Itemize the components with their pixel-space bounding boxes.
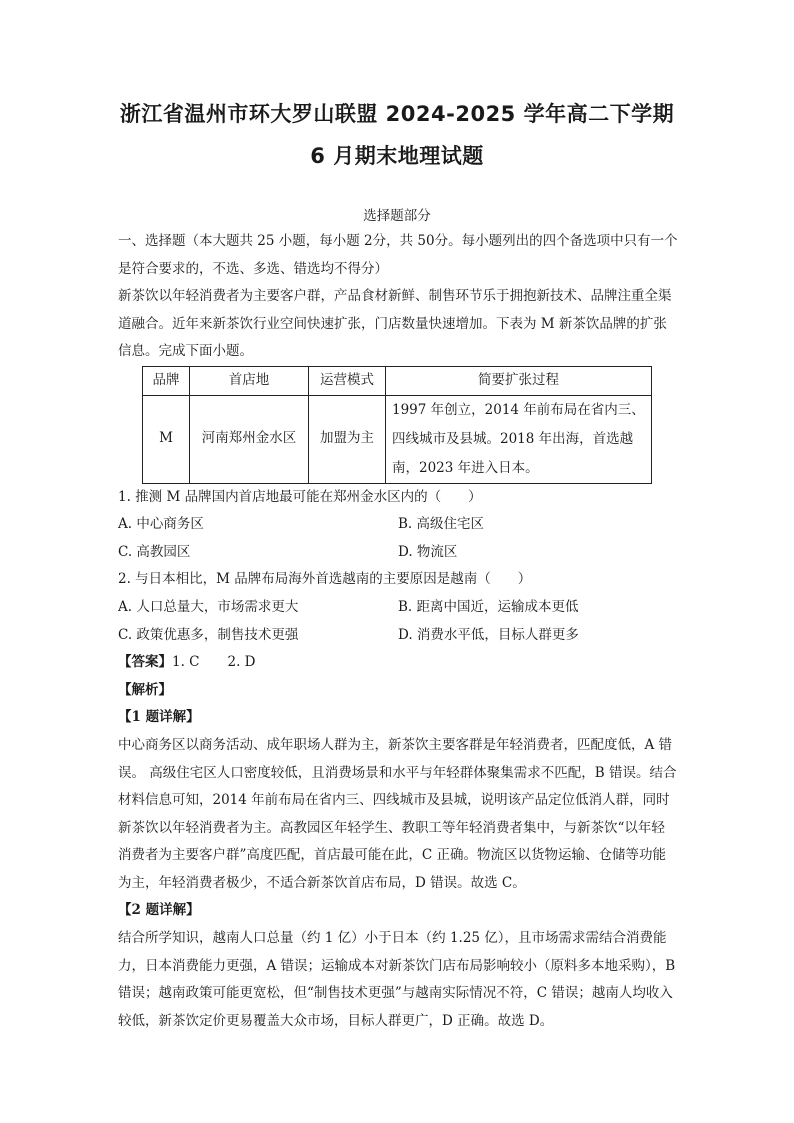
table-header-cell: 首店地 (190, 366, 309, 395)
answer-label: 【答案】 (118, 654, 172, 671)
answer-1: 1. C (172, 654, 200, 671)
question-1-stem: 1. 推测 M 品牌国内首店地最可能在郑州金水区内的（ ） (118, 488, 482, 505)
material-paragraph: 新茶饮以年轻消费者为主要客户群，产品食材新鲜、制售环节乐于拥抱新技术、品牌注重全渠道融合。近年来新茶饮行业空间快速扩张，门店数量快速增加。下表为 M 新茶饮品牌的扩张信息。完成下面小题。 (118, 288, 672, 360)
table-cell: M (143, 395, 190, 483)
question-2-options-row (118, 622, 678, 650)
exam-content (118, 228, 678, 1035)
table-cell: 加盟为主 (309, 395, 386, 483)
option-a: A. 中心商务区 (118, 516, 204, 533)
answer-line (118, 649, 678, 677)
answer-2: 2. D (227, 654, 256, 671)
analysis-label: 【解析】 (118, 681, 172, 698)
table-header-cell: 品牌 (143, 366, 190, 395)
table-cell: 河南郑州金水区 (190, 395, 309, 483)
detail-1-text: 中心商务区以商务活动、成年职场人群为主，新茶饮主要客群是年轻消费者，匹配度低，A 错误。 高级住宅区人口密度较低，且消费场景和水平与年轻群体聚集需求不匹配，B 错误。结合材料信息可知，2014 年前布局在省内三、四线城市及县城，说明该产品定位低消人群，同时新茶饮以年轻消费者为主。高教园区年轻学生、教职工等年轻消费者集中，与新茶饮“以年轻消费者为主要客户群”高度匹配，首店最可能在此，C 正确。物流区以货物运输、仓储等功能为主，年轻消费者极少，不适合新茶饮首店布局，D 错误。故选 C。 (118, 736, 677, 891)
option-c: C. 政策优惠多，制售技术更强 (118, 626, 299, 643)
option-c: C. 高教园区 (118, 543, 191, 560)
intro-paragraph: 一、选择题（本大题共 25 小题，每小题 2分，共 50分。每小题列出的四个备选项中只有一个是符合要求的，不选、多选、错选均不得分） (118, 233, 678, 277)
table-row (143, 395, 652, 483)
option-d: D. 消费水平低，目标人群更多 (398, 626, 579, 643)
question-1-options-row (118, 539, 678, 567)
section-label: 选择题部分 (363, 208, 431, 224)
brand-info-table (142, 366, 652, 484)
page-subtitle: 6 月期末地理试题 (310, 144, 484, 168)
option-b: B. 距离中国近，运输成本更低 (398, 598, 579, 615)
table-header-row (143, 366, 652, 395)
question-1-options-row (118, 511, 678, 539)
option-a: A. 人口总量大，市场需求更大 (118, 598, 299, 615)
table-header-cell: 运营模式 (309, 366, 386, 395)
table-cell: 1997 年创立，2014 年前布局在省内三、四线城市及县城。2018 年出海，首选越南，2023 年进入日本。 (386, 395, 652, 483)
detail-1-label: 【1 题详解】 (118, 709, 200, 726)
table-header-cell: 简要扩张过程 (386, 366, 652, 395)
option-d: D. 物流区 (398, 543, 458, 560)
option-b: B. 高级住宅区 (398, 516, 485, 533)
detail-2-text: 结合所学知识，越南人口总量（约 1 亿）小于日本（约 1.25 亿），且市场需求需结合消费能力，日本消费能力更强，A 错误；运输成本对新茶饮门店布局影响较小（原料多本地采购），B 错误；越南政策可能更宽松，但“制售技术更强”与越南实际情况不符，C 错误；越南人均收入较低，新茶饮定价更易覆盖大众市场，目标人群更广，D 正确。故选 D。 (118, 930, 676, 1029)
detail-2-label: 【2 题详解】 (118, 902, 200, 919)
page-title: 浙江省温州市环大罗山联盟 2024-2025 学年高二下学期 (119, 102, 675, 126)
question-2-options-row (118, 594, 678, 622)
question-2-stem: 2. 与日本相比，M 品牌布局海外首选越南的主要原因是越南（ ） (118, 571, 532, 588)
